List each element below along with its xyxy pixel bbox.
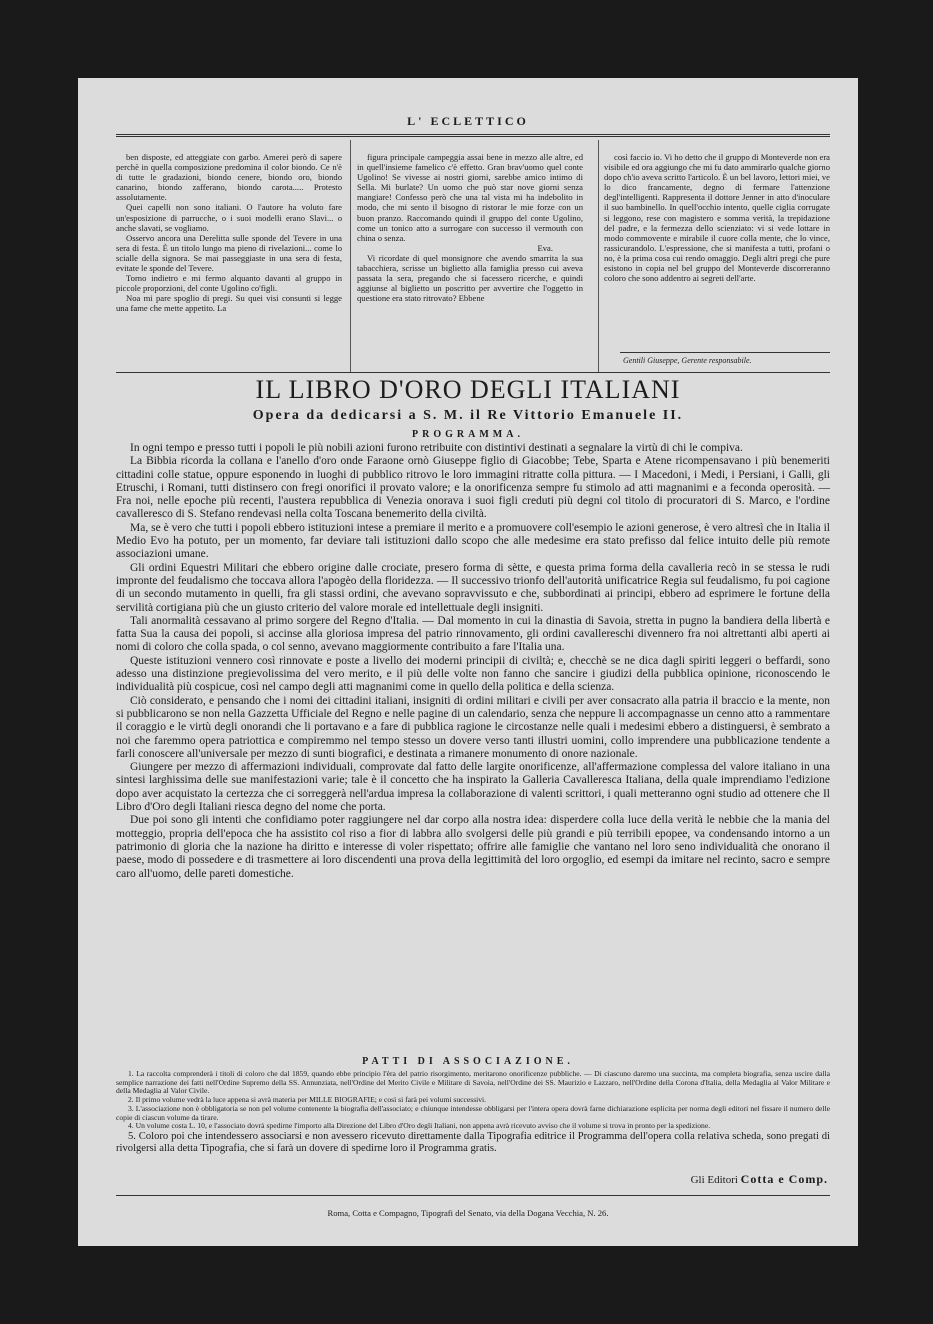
article-paragraph: Ma, se è vero che tutti i popoli ebbero istituzioni intese a premiare il merito e a promuovere coll'esempio le azioni generose, è vero altresì che in Italia il Medio Evo ha potuto, per un momento, far deviare tali istituzioni dallo scopo che alle medesime era stato prefisso dal felice intuito delle più remote associazioni umane. bbox=[116, 521, 830, 561]
article-paragraph: Gli ordini Equestri Militari che ebbero origine dalle crociate, presero forma di sètte, e questa prima forma della cavalleria recò in se stessa le rudi impronte del feudalismo che toccava allora l'apogèo della floridezza. — Il successivo trionfo dell'autorità unificatrice Regia sul feudalismo, fu poi cagione di un secondo mutamento in quelli, fra gli stassi ordini, che avevano sopravvissuto e che, subbordinati ai principi, ebbero ad esprimere le fortune della servilità cortigiana più che un giusto criterio del valore morale ed intellettuale degli insigniti. bbox=[116, 561, 830, 614]
col1-paragraph: Torno indietro e mi fermo alquanto davanti al gruppo in piccole proporzioni, del conte Ugolino co'figli. bbox=[116, 273, 342, 294]
patti-item: 3. L'associazione non è obbligatoria se non pel volume contenente la biografia dell'associato; e chiunque intendesse obbligarsi per l'intera opera dovrà farne dichiarazione esplicita per norma degli editori nel fissare il numero delle copie di ciascun volume da tirare. bbox=[116, 1103, 830, 1122]
article-paragraph: Giungere per mezzo di affermazioni individuali, comprovate dal fatto delle largite onorificenze, all'affermazione complessa del valore italiano in una sintesi larghissima delle sue manifestazioni varie; tale è il concetto che ha inspirato la Galleria Cavalleresca Italiana, della quale imprendiamo l'edizione dopo aver acquistato la certezza che ci sorreggerà nell'ardua impresa la collaborazione di valenti scrittori, i quali metteranno ogni studio ad ottenere che Il Libro d'Oro degli Italiani riesca degno del nome che porta. bbox=[116, 761, 830, 814]
three-column-section bbox=[116, 152, 830, 370]
article-subtitle: Opera da dedicarsi a S. M. il Re Vittorio Emanuele II. bbox=[252, 408, 684, 423]
column-1 bbox=[116, 152, 342, 370]
article-paragraph: Ciò considerato, e pensando che i nomi dei cittadini italiani, insigniti di ordini militari e civili per aver consacrato alla patria il braccio e la mente, non si pubblicarono se non nella Gazzetta Ufficiale del Regno e nelle pagine di un calendario, senza che neppure li accompagnasse un cenno atto a rammentare il coraggio e le virtù degli onorandi che li portavano e a fare di pubblica ragione le circostanze nelle quali i medesimi ebbero a distinguersi, è sembrato a noi che faremmo opera patriottica e compiremmo nel tempo stesso un dovere verso tanti illustri uomini, collo imprendere una pubblicazione tendente a farli conoscere all'universale per mezzo di sunti biografici, e destinata a rimanere monumento di onore nazionale. bbox=[116, 694, 830, 760]
article-paragraph: La Bibbia ricorda la collana e l'anello d'oro onde Faraone ornò Giuseppe figlio di Giacobbe; Tebe, Sparta e Atene ricompensavano i più benemeriti cittadini colle statue, oppure esponendo in luoghi di pubblico ritrovo le loro immagini ritratte colla pittura. — I Macedoni, i Medi, i Persiani, i Galli, gli Etruschi, i Romani, tutti distinsero con fregi onorifici il provato valore; e la onorificenza sempre fu stimolo ad atti magnanimi e a feconda operosità. — Fra noi, nelle epoche più recenti, l'austera repubblica di Venezia onorava i suoi figli creduti più degni col titolo di procuratori di S. Marco, e l'ordine cavalleresco di S. Stefano rendevasi nella colta Toscana benemerito della civiltà. bbox=[116, 455, 830, 521]
patti-heading: PATTI DI ASSOCIAZIONE. bbox=[362, 1056, 574, 1067]
article-paragraph: In ogni tempo e presso tutti i popoli le più nobili azioni furono retribuite con distintivi destinati a segnalare la virtù di chi le compiva. bbox=[130, 442, 743, 454]
gerente-signature: Gentili Giuseppe, Gerente responsabile. bbox=[623, 356, 752, 365]
column-3 bbox=[604, 152, 830, 344]
article-body bbox=[116, 442, 830, 881]
signature-rule bbox=[620, 352, 830, 353]
section-rule bbox=[116, 372, 830, 373]
article-paragraph: Queste istituzioni vennero così rinnovate e poste a livello dei moderni principii di civiltà; e, checchè se ne dica dagli spiriti leggeri o beffardi, sono adesso una distinzione pregievolissima del vero merito, e il più delle volte non fanno che sancire i giudizi della pubblica opinione, riconoscendo le individualità più cospicue, così nel campo degli atti magnanimi come in quello della politica e della scienza. bbox=[116, 654, 830, 694]
patti-item: 5. Coloro poi che intendessero associarsi e non avessero ricevuto direttamente dalla Tipografia editrice il Programma dell'opera colla relativa scheda, sono pregati di rivolgersi alla detta Tipografia, che si farà un dovere di spedirne loro il Programma gratis. bbox=[116, 1130, 830, 1155]
article-paragraph: Due poi sono gli intenti che confidiamo poter raggiungere nel dar corpo alla nostra idea: disperdere colla luce della verità le nebbie che la mania del motteggio, propria dell'epoca che ha assistito col riso a fior di labbra allo svolgersi delle più grandi e più terribili epopee, va condensando intorno a un patrimonio di gloria che la nazione ha diritto e interesse di voler rispettato; offrire alle famiglie che vantano nel loro seno individualità che onorano il paese, modo di possedere e di trasmettere ai loro discendenti una prova della legittimità del loro orgoglio, ed esempi da imitare nel recinto, sacro e sempre caro all'uomo, delle pareti domestiche. bbox=[116, 814, 830, 880]
col1-paragraph: Quei capelli non sono italiani. O l'autore ha voluto fare un'esposizione di parrucche, o i suoi modelli erano Slavi... o anche slavati, se vogliamo. bbox=[116, 202, 342, 233]
col2-paragraph: figura principale campeggia assai bene in mezzo alle altre, ed in quell'insieme famelico c'è effetto. Gran brav'uomo quel conte Ugolino! Se vivesse ai nostri giorni, sarebbe amico intimo di Sella. Mi burlate? Un uomo che può star nove giorni senza mangiare! Confesso però che una tal vista mi ha indebolito in modo, che mi sento il bisogno di ristorar le mie forze con un buon pranzo. Raccomando quindi il gruppo del conte Ugolino, come un tonico atto a surrogare con successo il vermouth con china o senza. bbox=[357, 152, 583, 243]
patti-item: 4. Un volume costa L. 10, e l'associato dovrà spedirne l'importo alla Direzione del Libro d'Oro degli Italiani, non appena avrà ricevuto avviso che il volume si trova in pronto per la spedizione. bbox=[128, 1121, 711, 1131]
footer-rule bbox=[116, 1195, 830, 1196]
printer-imprint: Roma, Cotta e Compagno, Tipografi del Senato, via della Dogana Vecchia, N. 26. bbox=[327, 1208, 609, 1218]
col1-paragraph: Osservo ancora una Derelitta sulle sponde del Tevere in una sera di festa. È un titolo lungo ma pieno di rivelazioni... come lo scialle della signora. Se mai passeggiaste in una sera di festa, evitate le sponde del Tevere. bbox=[116, 232, 342, 274]
col3-paragraph: così faccio io. Vi ho detto che il gruppo di Monteverde non era visibile ed ora aggiungo che mi fu dato ammirarlo qualche giorno dopo ch'io aveva scritto l'articolo. È un bel lavoro, lettori miei, ve lo dico francamente, degno di fermare l'attenzione degl'intelligenti. Rappresenta il dottore Jenner in atto d'inoculare il suo bambinello. In quell'occhio intento, quelle ciglia corrugate si leggono, rese con magistero e somma verità, la trepidazione del padre, e la fermezza dello scienziato: vi si vede lottare in modo commovente e mirabile il cuore colla mente, che lo vince, rassicurandolo. L'espressione, che si manifesta a tutti, profani o no, è la prima cosa cui rendo omaggio. Degli altri pregi che pure esistono in copia nel bel gruppo del Monteverde discorreranno coloro che sono addentro ai segreti dell'arte. bbox=[604, 152, 830, 284]
patti-item: 1. La raccolta comprenderà i titoli di coloro che dal 1859, quando ebbe principio l'èra del patrio risorgimento, meritarono onorificenze pubbliche. — Di ciascuno daremo una succinta, ma completa biografia, senza uscire dalla semplice narrazione dei fatti nell'Ordine Supremo della SS. Annunziata, nell'Ordine del Merito Civile e Militare di Savoia, nell'Ordine dei SS. Maurizio e Lazzaro, nell'Ordine della Corona d'Italia, della Medaglia al Valor Militare e della Medaglia al Valor Civile. bbox=[116, 1069, 830, 1096]
editors-line bbox=[691, 1172, 828, 1187]
masthead: L' ECLETTICO bbox=[407, 114, 529, 128]
masthead-rule bbox=[116, 134, 830, 137]
article-title: IL LIBRO D'ORO DEGLI ITALIANI bbox=[255, 375, 681, 404]
programma-heading: PROGRAMMA. bbox=[412, 429, 524, 440]
editors-name: Cotta e Comp. bbox=[740, 1172, 828, 1186]
col2-signature: Eva. bbox=[537, 242, 553, 253]
newspaper-page bbox=[78, 78, 858, 1246]
col1-paragraph: Noa mi pare spoglio di pregi. Su quei visi consunti si legge una fame che mette appetito. La bbox=[116, 293, 342, 314]
patti-list bbox=[116, 1070, 830, 1156]
column-divider bbox=[350, 140, 351, 372]
column-divider bbox=[598, 140, 599, 372]
patti-item: 2. Il primo volume vedrà la luce appena si avrà materia per MILLE BIOGRAFIE; e così si farà pei volumi successivi. bbox=[128, 1095, 487, 1105]
editors-prefix: Gli Editori bbox=[690, 1174, 738, 1186]
column-2 bbox=[357, 152, 583, 370]
article-paragraph: Tali anormalità cessavano al primo sorgere del Regno d'Italia. — Dal momento in cui la dinastia di Savoia, stretta in pugno la bandiera della libertà e fatta Sua la causa dei popoli, si accinse alla gloriosa impresa del patrio rinnovamento, gli ordini cavallereschi divennero fra noi altrettanti albi aperti ai nomi di coloro che colla spada, o col senno, avevano maggiormente contribuito a fare l'Italia una. bbox=[116, 614, 830, 654]
col1-paragraph: ben disposte, ed atteggiate con garbo. Amerei però di sapere perchè in quella composizione predomina il color biondo. Ce n'è di tutte le gradazioni, biondo cenere, biondo oro, biondo canarino, biondo zafferano, biondo carota..... Protesto assolutamente. bbox=[116, 152, 342, 203]
col2-paragraph: Vi ricordate di quel monsignore che avendo smarrita la sua tabacchiera, scrisse un biglietto alla famiglia presso cui aveva passata la sera, pregando che si facessero ricerche, e quindi aggiunse al biglietto un poscritto per avvertire che l'oggetto in questione era stato ritrovato? Ebbene bbox=[357, 252, 583, 304]
